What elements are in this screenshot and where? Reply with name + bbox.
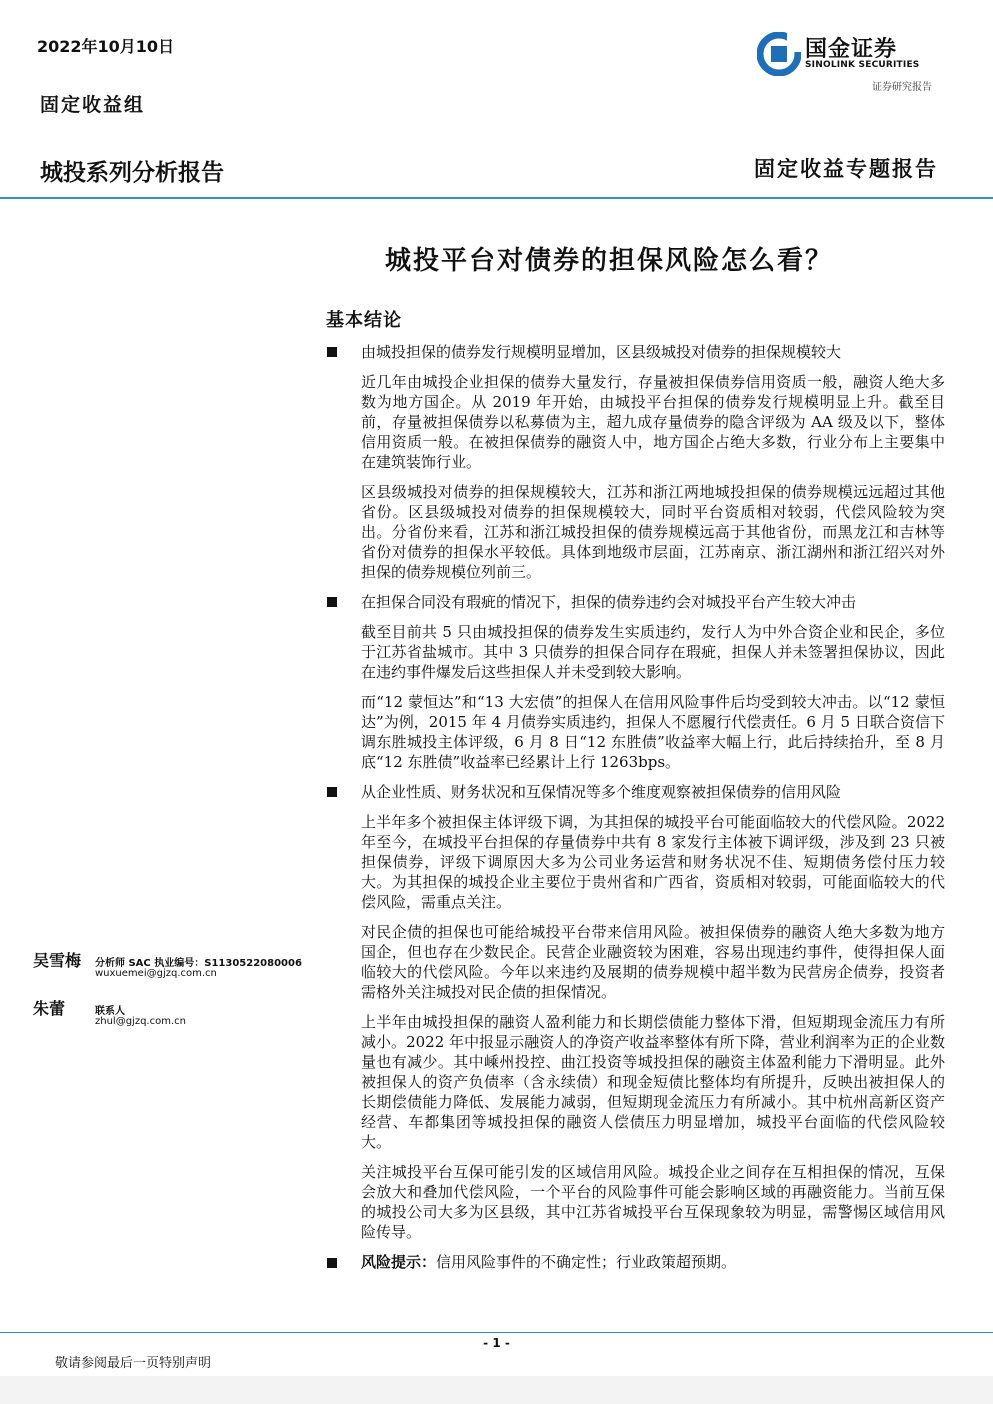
paragraph-7: 上半年由城投担保的融资人盈利能力和长期偿债能力整体下滑，但短期现金流压力有所减小。2022 年中报显示融资人的净资产收益率整体有所下降，营业利润率为正的企业数量也有减少。其中嵊州投控、曲江投资等城投担保的融资主体盈利能力下滑明显。此外被担保人的资产负债率（含永续债）和现金短债比整体均有所提升，反映出被担保人的长期偿债能力降低、发展能力减弱，但短期现金流压力有所减小。其中杭州高新区资产经营、车都集团等城投担保的融资人偿债压力明显增加，城投平台面临的代偿风险较大。 (361, 1013, 945, 1151)
footer-rule (0, 1332, 993, 1333)
bullet-square-icon (327, 1258, 337, 1268)
footer-disclaimer: 敬请参阅最后一页特别声明 (55, 1356, 212, 1371)
bullet-heading-1: 由城投担保的债券发行规模明显增加，区县级城投对债券的担保规模较大 (361, 343, 842, 361)
analyst-email[interactable]: wuxuemei@gjzq.com.cn (95, 968, 217, 979)
report-title: 城投平台对债券的担保风险怎么看？ (385, 246, 834, 276)
analyst-name: 吴雪梅 (33, 951, 82, 970)
report-date: 2022年10月10日 (37, 37, 175, 56)
analyst-role: 分析师 SAC 执业编号：S1130522080006 (95, 958, 302, 969)
series-title: 城投系列分析报告 (40, 160, 224, 186)
report-type: 固定收益专题报告 (754, 156, 938, 181)
logo-mark-icon (757, 32, 801, 76)
contact-email[interactable]: zhul@gjzq.com.cn (95, 1016, 186, 1027)
header-rule (0, 197, 993, 199)
bottom-band (0, 1376, 993, 1404)
paragraph-2: 区县级城投对债券的担保规模较大，江苏和浙江两地城投担保的债券规模远远超过其他省份。区县级城投对债券的担保规模较大，同时平台资质相对较弱，代偿风险较为突出。分省份来看，江苏和浙江城投担保的债券规模远高于其他省份，而黑龙江和吉林等省份对债券的担保水平较低。具体到地级市层面，江苏南京、浙江湖州和浙江绍兴对外担保的债券规模位列前三。 (361, 483, 945, 581)
logo-name-cn: 国金证券 (805, 37, 898, 62)
paragraph-3: 截至目前共 5 只由城投担保的债券发生实质违约，发行人为中外合资企业和民企，多位于江苏省盐城市。其中 3 只债券的担保合同存在瑕疵，担保人并未签署担保协议，因此在违约事件爆发后这些担保人并未受到较大影响。 (361, 623, 945, 681)
risk-text: 信用风险事件的不确定性；行业政策超预期。 (436, 1253, 737, 1271)
contact-role: 联系人 (95, 1006, 125, 1017)
logo-name-en: SINOLINK SECURITIES (805, 60, 920, 70)
company-logo (757, 32, 947, 76)
bullet-square-icon (327, 347, 337, 357)
bullet-heading-2: 在担保合同没有瑕疵的情况下，担保的债券违约会对城投平台产生较大冲击 (361, 593, 857, 611)
bullet-square-icon (327, 787, 337, 797)
bullet-square-icon (327, 597, 337, 607)
paragraph-4: 而“12 蒙恒达”和“13 大宏债”的担保人在信用风险事件后均受到较大冲击。以“12 蒙恒达”为例，2015 年 4 月债券实质违约，担保人不愿履行代偿责任。6 月 5 日联合资信下调东胜城投主体评级，6 月 8 日“12 东胜债”收益率大幅上行，此后持续抬升，至 8 月底“12 东胜债”收益率已经累计上行 1263bps。 (361, 693, 945, 771)
page-number: - 1 - (483, 1336, 510, 1350)
group-name: 固定收益组 (40, 94, 146, 116)
risk-warning (361, 1252, 736, 1272)
contact-name: 朱蕾 (33, 999, 66, 1018)
logo-subtitle: 证券研究报告 (872, 82, 932, 93)
paragraph-6: 对民企债的担保也可能给城投平台带来信用风险。被担保债券的融资人绝大多数为地方国企，但也存在少数民企。民营企业融资较为困难，容易出现违约事件，使得担保人面临较大的代偿风险。今年以来违约及展期的债券规模中超半数为民营房企债券，投资者需格外关注城投对民企债的担保情况。 (361, 923, 945, 1001)
paragraph-8: 关注城投平台互保可能引发的区域信用风险。城投企业之间存在互相担保的情况，互保会放大和叠加代偿风险，一个平台的风险事件可能会影响区域的再融资能力。当前互保的城投公司大多为区县级，其中江苏省城投平台互保现象较为明显，需警惕区域信用风险传导。 (361, 1163, 945, 1241)
paragraph-1: 近几年由城投企业担保的债券大量发行，存量被担保债券信用资质一般，融资人绝大多数为地方国企。从 2019 年开始，由城投平台担保的债券发行规模明显上升。截至目前，存量被担保债券以私募债为主，超九成存量债券的隐含评级为 AA 级及以下，整体信用资质一般。在被担保债券的融资人中，地方国企占绝大多数，行业分布上主要集中在建筑装饰行业。 (361, 373, 945, 471)
risk-label: 风险提示： (361, 1253, 437, 1271)
paragraph-5: 上半年多个被担保主体评级下调，为其担保的城投平台可能面临较大的代偿风险。2022 年至今，在城投平台担保的存量债券中共有 8 家发行主体被下调评级，涉及到 23 只被担保债券，评级下调原因大多为公司业务运营和财务状况不佳、短期债务偿付压力较大。为其担保的城投企业主要位于贵州省和广西省，资质相对较弱，可能面临较大的代偿风险，需重点关注。 (361, 813, 945, 911)
section-heading: 基本结论 (326, 310, 402, 331)
bullet-heading-3: 从企业性质、财务状况和互保情况等多个维度观察被担保债券的信用风险 (361, 783, 842, 801)
